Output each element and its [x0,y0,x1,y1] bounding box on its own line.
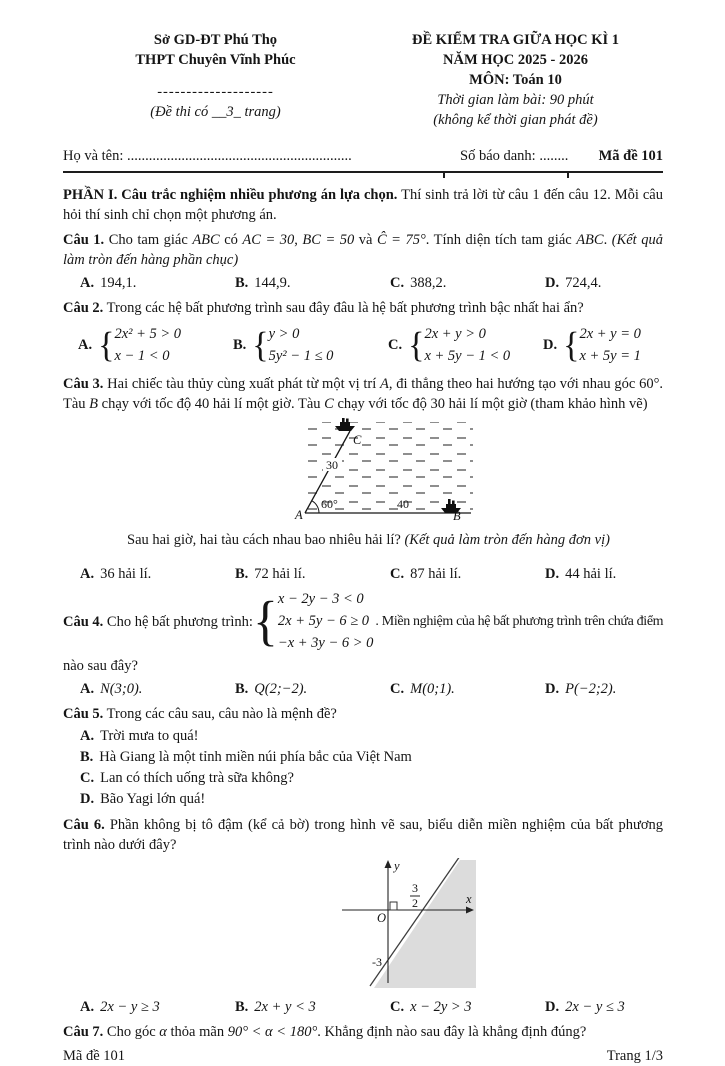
shaded-region [374,860,476,988]
option-letter: D. [80,791,95,808]
q1-seg: Cho tam giác [108,232,193,248]
duration-note: (không kể thời gian phát đề) [433,112,598,128]
table-tick [567,173,569,178]
pages-note: (Đề thi có __3_ trang) [150,104,281,120]
q3-math: A [380,375,389,392]
school-year: NĂM HỌC 2025 - 2026 [443,52,588,68]
question-4-label: Câu 4. [63,613,104,630]
divider-dashes: -------------------- [157,84,274,100]
q1-seg: . [603,232,612,248]
q1-seg: và [354,232,377,248]
question-2-label: Câu 2. [63,300,104,316]
question-1 [63,230,663,293]
question-2-text [63,298,663,318]
q1-option-a [80,273,235,293]
q3-math: B [89,395,99,412]
option-letter: B. [80,749,94,766]
system-line: x − 2y − 3 < 0 [277,591,364,607]
system-line: y > 0 [268,326,300,342]
question-3-text [63,374,663,414]
q2-option-d [543,324,663,368]
inequality-system: { x − 2y − 3 < 0 2x + 5y − 6 ≥ 0 −x + 3y − 6 > 0 [253,589,373,654]
q3-option-c [390,564,545,584]
q5-option-c [80,768,663,789]
q3-subq-seg: Sau hai giờ, hai tàu cách nhau bao nhiêu hải lí? [127,531,405,548]
option-letter: C. [390,999,405,1016]
point-A-label: A [295,507,303,522]
option-letter: A. [80,999,95,1016]
q5-option-d [80,789,663,810]
option-value: Bão Yagi lớn quá! [100,791,206,808]
option-letter: B. [235,566,249,582]
option-value: 194,1. [100,275,137,291]
q3-seg: hải lí một giờ (tham khảo hình vẽ) [444,395,648,412]
question-6-text [63,815,663,855]
part1-heading-bold: PHẦN I. Câu trắc nghiệm nhiều phương án lựa chọn. [63,187,398,203]
point-B-label: B [453,508,461,522]
system-line: x − 1 < 0 [114,347,170,364]
q3-options [63,564,663,584]
part1-heading [63,185,663,225]
q3-seg: hải lí một giờ. Tàu [209,395,325,412]
option-letter: A. [78,337,93,354]
option-letter: B. [233,337,247,354]
q4-options [63,679,663,699]
inequality-system: { y > 0 5y² − 1 ≤ 0 [252,324,333,368]
q4-post: . Miền nghiệm của hệ bất phương trình trên chứa điểm [375,613,664,629]
option-letter: A. [80,275,95,291]
option-letter: B. [235,681,249,698]
fraction-denominator: 2 [412,896,418,911]
distance-40-label: 40 [397,496,409,511]
option-value: Lan có thích uống trà sữa không? [100,770,294,787]
q6-options [63,997,663,1017]
option-letter: C. [80,770,95,787]
q4-option-d [545,679,663,699]
question-7 [63,1022,663,1042]
option-value: P(−2;2). [565,681,617,698]
option-value: 36 hải lí. [100,566,152,582]
option-letter: A. [80,681,95,698]
system-line: 2x² + 5 > 0 [114,326,182,342]
ships-figure [293,418,485,528]
q1-seg: , [294,232,303,248]
right-angle-mark [390,902,397,910]
distance-30-label: 30 [326,457,338,472]
question-6 [63,815,663,1017]
system-line: 2x + y > 0 [424,326,486,342]
candidate-number-label: Số báo danh: ........ [460,148,569,164]
q7-seg: Cho góc [106,1024,160,1041]
q7-seg: . Khẳng định nào sau đây là khẳng định đúng? [317,1024,587,1041]
option-letter: C. [390,681,405,698]
region-graph-svg [340,858,476,988]
q3-num: 30 [430,395,445,412]
q1-option-d [545,273,663,293]
q6-option-b [235,997,390,1017]
inequality-system: { 2x² + 5 > 0 x − 1 < 0 [98,324,181,368]
question-3 [63,374,663,585]
question-5-label: Câu 5. [63,706,104,723]
q6-seg: Phần không bị tô đậm (kể cả bờ) trong hình vẽ sau, biểu diễn miền nghiệm của bất phương trình nào dưới đây? [63,817,663,854]
footer-exam-code: Mã đề 101 [63,1048,126,1065]
system-line: 2x + 5y − 6 ≥ 0 [277,612,370,629]
inequality-system: { 2x + y = 0 x + 5y = 1 [563,324,641,368]
option-value: Q(2;−2). [254,681,308,698]
option-value: Hà Giang là một tỉnh miền núi phía bắc của Việt Nam [99,749,412,766]
exam-code-badge: Mã đề 101 [598,148,663,164]
name-field-label: Họ và tên: .............................................................. [63,148,352,164]
y-axis-arrow [385,860,392,868]
ships-figure-svg [293,418,485,522]
department-name: Sở GD-ĐT Phú Thọ [153,32,278,48]
option-letter: A. [80,728,95,745]
option-letter: D. [543,337,558,354]
option-letter: B. [235,999,249,1016]
option-value: 2x + y < 3 [254,999,316,1016]
q1-seg: có [219,232,243,248]
header-left [63,30,368,130]
option-value: 87 hải lí. [410,566,462,582]
q3-option-b [235,564,390,584]
candidate-row [63,146,663,173]
q5-options [63,726,663,810]
system-line: 2x + y = 0 [579,326,641,342]
q1-math: Ĉ = 75° [376,232,426,248]
system-line: 5y² − 1 ≤ 0 [268,347,334,364]
q1-math: ABC [576,232,604,248]
option-letter: A. [80,566,95,582]
option-value: 72 hải lí. [254,566,306,582]
question-6-label: Câu 6. [63,817,105,834]
inequality-system: { 2x + y > 0 x + 5y − 1 < 0 [408,324,510,368]
q4-option-c [390,679,545,699]
x-axis-label: x [466,892,472,907]
q2-option-b [233,324,388,368]
fraction-numerator: 3 [412,881,418,896]
system-line: −x + 3y − 6 > 0 [277,634,374,651]
q3-seg: Hai chiếc tàu thủy cùng xuất phát từ một vị trí [107,375,380,392]
option-letter: C. [388,337,403,354]
option-value: 2x − y ≥ 3 [100,999,160,1016]
option-letter: D. [545,275,560,291]
region-graph [340,858,476,994]
option-value: N(3;0). [100,681,143,698]
duration: Thời gian làm bài: 90 phút [437,92,594,108]
question-5-text [63,704,663,724]
q6-option-d [545,997,663,1017]
q5-seg: Trong các câu sau, câu nào là mệnh đề? [106,706,337,723]
school-name: THPT Chuyên Vĩnh Phúc [135,52,296,68]
q4-option-b [235,679,390,699]
option-letter: D. [545,681,560,698]
q1-note: (Kết quả làm tròn đến hàng phần chục) [63,232,663,268]
q3-seg: , đi thẳng theo hai hướng tạo với nhau góc [388,375,640,392]
q4-option-a [80,679,235,699]
q7-seg: thỏa mãn [166,1024,228,1041]
q1-options [63,273,663,293]
q5-option-a [80,726,663,747]
q1-math: ABC [192,232,220,248]
q3-option-d [545,564,663,584]
option-letter: D. [545,999,560,1016]
origin-label: O [377,911,387,926]
option-letter: C. [390,275,405,291]
q3-seg: chạy với tốc độ [333,395,431,412]
q3-num: 40 [194,395,210,412]
q1-math: AC = 30 [242,232,295,248]
q4-post2: nào sau đây? [63,658,138,675]
q1-option-c [390,273,545,293]
angle-60-label: 60° [321,496,338,511]
option-value: x − 2y > 3 [410,999,472,1016]
q3-option-a [80,564,235,584]
system-line: x + 5y = 1 [579,347,641,364]
q3-math: C [324,395,334,412]
q3-seg: . Tàu [63,375,664,412]
option-value: 388,2. [410,275,447,291]
header-right [368,30,663,130]
q3-seg: chạy với tốc độ [98,395,195,412]
option-value: 724,4. [565,275,602,291]
q1-option-b [235,273,390,293]
q6-option-c [390,997,545,1017]
option-letter: D. [545,566,560,582]
option-value: 144,9. [254,275,291,291]
q2-seg: Trong các hệ bất phương trình sau đây đâu là hệ bất phương trình bậc nhất hai ẩn? [106,300,584,316]
option-letter: B. [235,275,249,291]
question-2 [63,298,663,368]
question-4-text [63,589,663,654]
q7-math: 90° < α < 180° [227,1024,318,1041]
option-value: 44 hải lí. [565,566,617,582]
exam-title: ĐỀ KIỂM TRA GIỮA HỌC KÌ 1 [411,32,620,48]
point-C-label: C [353,432,362,447]
question-7-label: Câu 7. [63,1024,104,1041]
question-5 [63,704,663,810]
footer-page-number: Trang 1/3 [606,1048,663,1065]
header [63,30,663,130]
q5-option-b [80,747,663,768]
q2-options [63,324,663,368]
system-line: x + 5y − 1 < 0 [424,347,511,364]
question-3-label: Câu 3. [63,375,104,392]
option-value: 2x − y ≤ 3 [565,999,625,1016]
page-footer [63,1046,663,1066]
option-value: M(0;1). [410,681,455,698]
q2-option-c [388,324,543,368]
question-4 [63,589,663,699]
q2-option-a [78,324,233,368]
q3-subquestion [63,530,663,550]
q7-math: α [159,1024,167,1041]
subject: MÔN: Toán 10 [469,72,562,88]
y-axis-label: y [394,859,400,874]
question-1-label: Câu 1. [63,232,105,248]
part1-heading-rest: Thí sinh trả lời từ câu 1 đến câu 12. Mỗi câu hỏi thí sinh chỉ chọn một phương án. [63,187,663,223]
q6-option-a [80,997,235,1017]
table-tick [443,173,445,178]
minus-three-label: -3 [372,955,382,970]
option-value: Trời mưa to quá! [100,728,199,745]
option-letter: C. [390,566,405,582]
q1-seg: . Tính diện tích tam giác [425,232,577,248]
q3-math: 60° [639,375,660,392]
q1-math: BC = 50 [302,232,355,248]
q4-pre: Cho hệ bất phương trình: [103,613,253,630]
question-7-text [63,1022,663,1042]
question-1-text [63,230,663,270]
q3-subq-note: (Kết quả làm tròn đến hàng đơn vị) [404,531,610,548]
